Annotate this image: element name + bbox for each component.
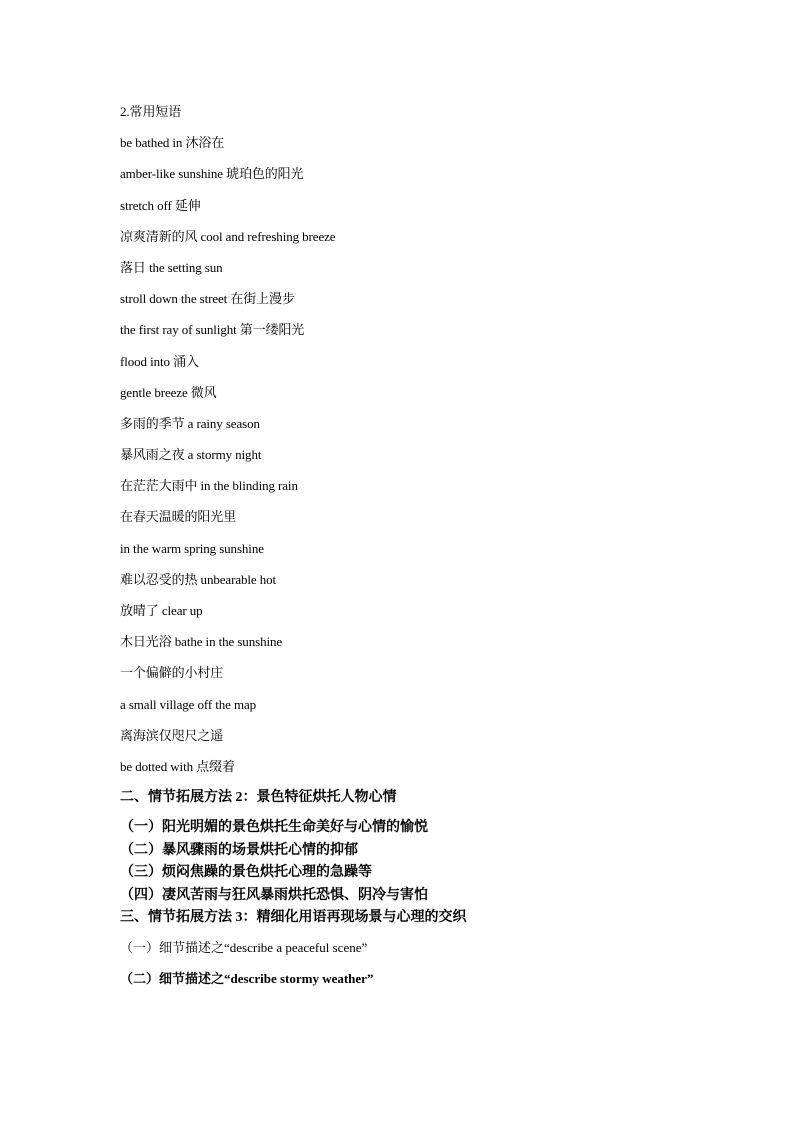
phrase-item: amber-like sunshine 琥珀色的阳光 bbox=[120, 166, 304, 182]
method2-item: （四）凄风苦雨与狂风暴雨烘托恐惧、阴冷与害怕 bbox=[120, 887, 428, 903]
phrase-item: 凉爽清新的风 cool and refreshing breeze bbox=[120, 228, 336, 244]
method2-item: （二）暴风骤雨的场景烘托心情的抑郁 bbox=[120, 842, 358, 858]
phrase-item: 离海滨仅咫尺之遥 bbox=[120, 727, 224, 743]
phrase-item: 木日光浴 bathe in the sunshine bbox=[120, 634, 283, 650]
phrase-item: in the warm spring sunshine bbox=[120, 540, 264, 556]
phrase-item: 在茫茫大雨中 in the blinding rain bbox=[120, 478, 298, 494]
phrase-item: 暴风雨之夜 a stormy night bbox=[120, 447, 262, 463]
method3-item-stormy: （二）细节描述之“describe stormy weather” bbox=[120, 970, 374, 986]
phrase-item: flood into 涌入 bbox=[120, 353, 199, 369]
section-heading: 2.常用短语 bbox=[120, 104, 182, 119]
method2-item: （三）烦闷焦躁的景色烘托心理的急躁等 bbox=[120, 865, 372, 881]
phrase-item: the first ray of sunlight 第一缕阳光 bbox=[120, 322, 305, 338]
phrase-item: 落日 the setting sun bbox=[120, 259, 223, 275]
method3-heading: 三、情节拓展方法 3：精细化用语再现场景与心理的交织 bbox=[120, 909, 467, 925]
phrase-item: 在春天温暖的阳光里 bbox=[120, 509, 237, 525]
phrase-item: 一个偏僻的小村庄 bbox=[120, 665, 224, 681]
phrase-item: stretch off 延伸 bbox=[120, 197, 201, 213]
phrase-item: 难以忍受的热 unbearable hot bbox=[120, 571, 277, 587]
document-content bbox=[120, 103, 720, 1001]
method3-item-peaceful: （一）细节描述之“describe a peaceful scene” bbox=[120, 939, 368, 955]
phrase-item: gentle breeze 微风 bbox=[120, 384, 217, 400]
phrase-item: 放晴了 clear up bbox=[120, 603, 203, 618]
phrase-item: stroll down the street 在街上漫步 bbox=[120, 291, 295, 307]
phrase-item: be dotted with 点缀着 bbox=[120, 758, 235, 774]
method2-heading: 二、情节拓展方法 2：景色特征烘托人物心情 bbox=[120, 790, 397, 806]
phrase-item: a small village off the map bbox=[120, 696, 257, 712]
method2-item: （一）阳光明媚的景色烘托生命美好与心情的愉悦 bbox=[120, 820, 428, 836]
phrase-item: 多雨的季节 a rainy season bbox=[120, 415, 260, 431]
phrase-item: be bathed in 沐浴在 bbox=[120, 135, 225, 151]
